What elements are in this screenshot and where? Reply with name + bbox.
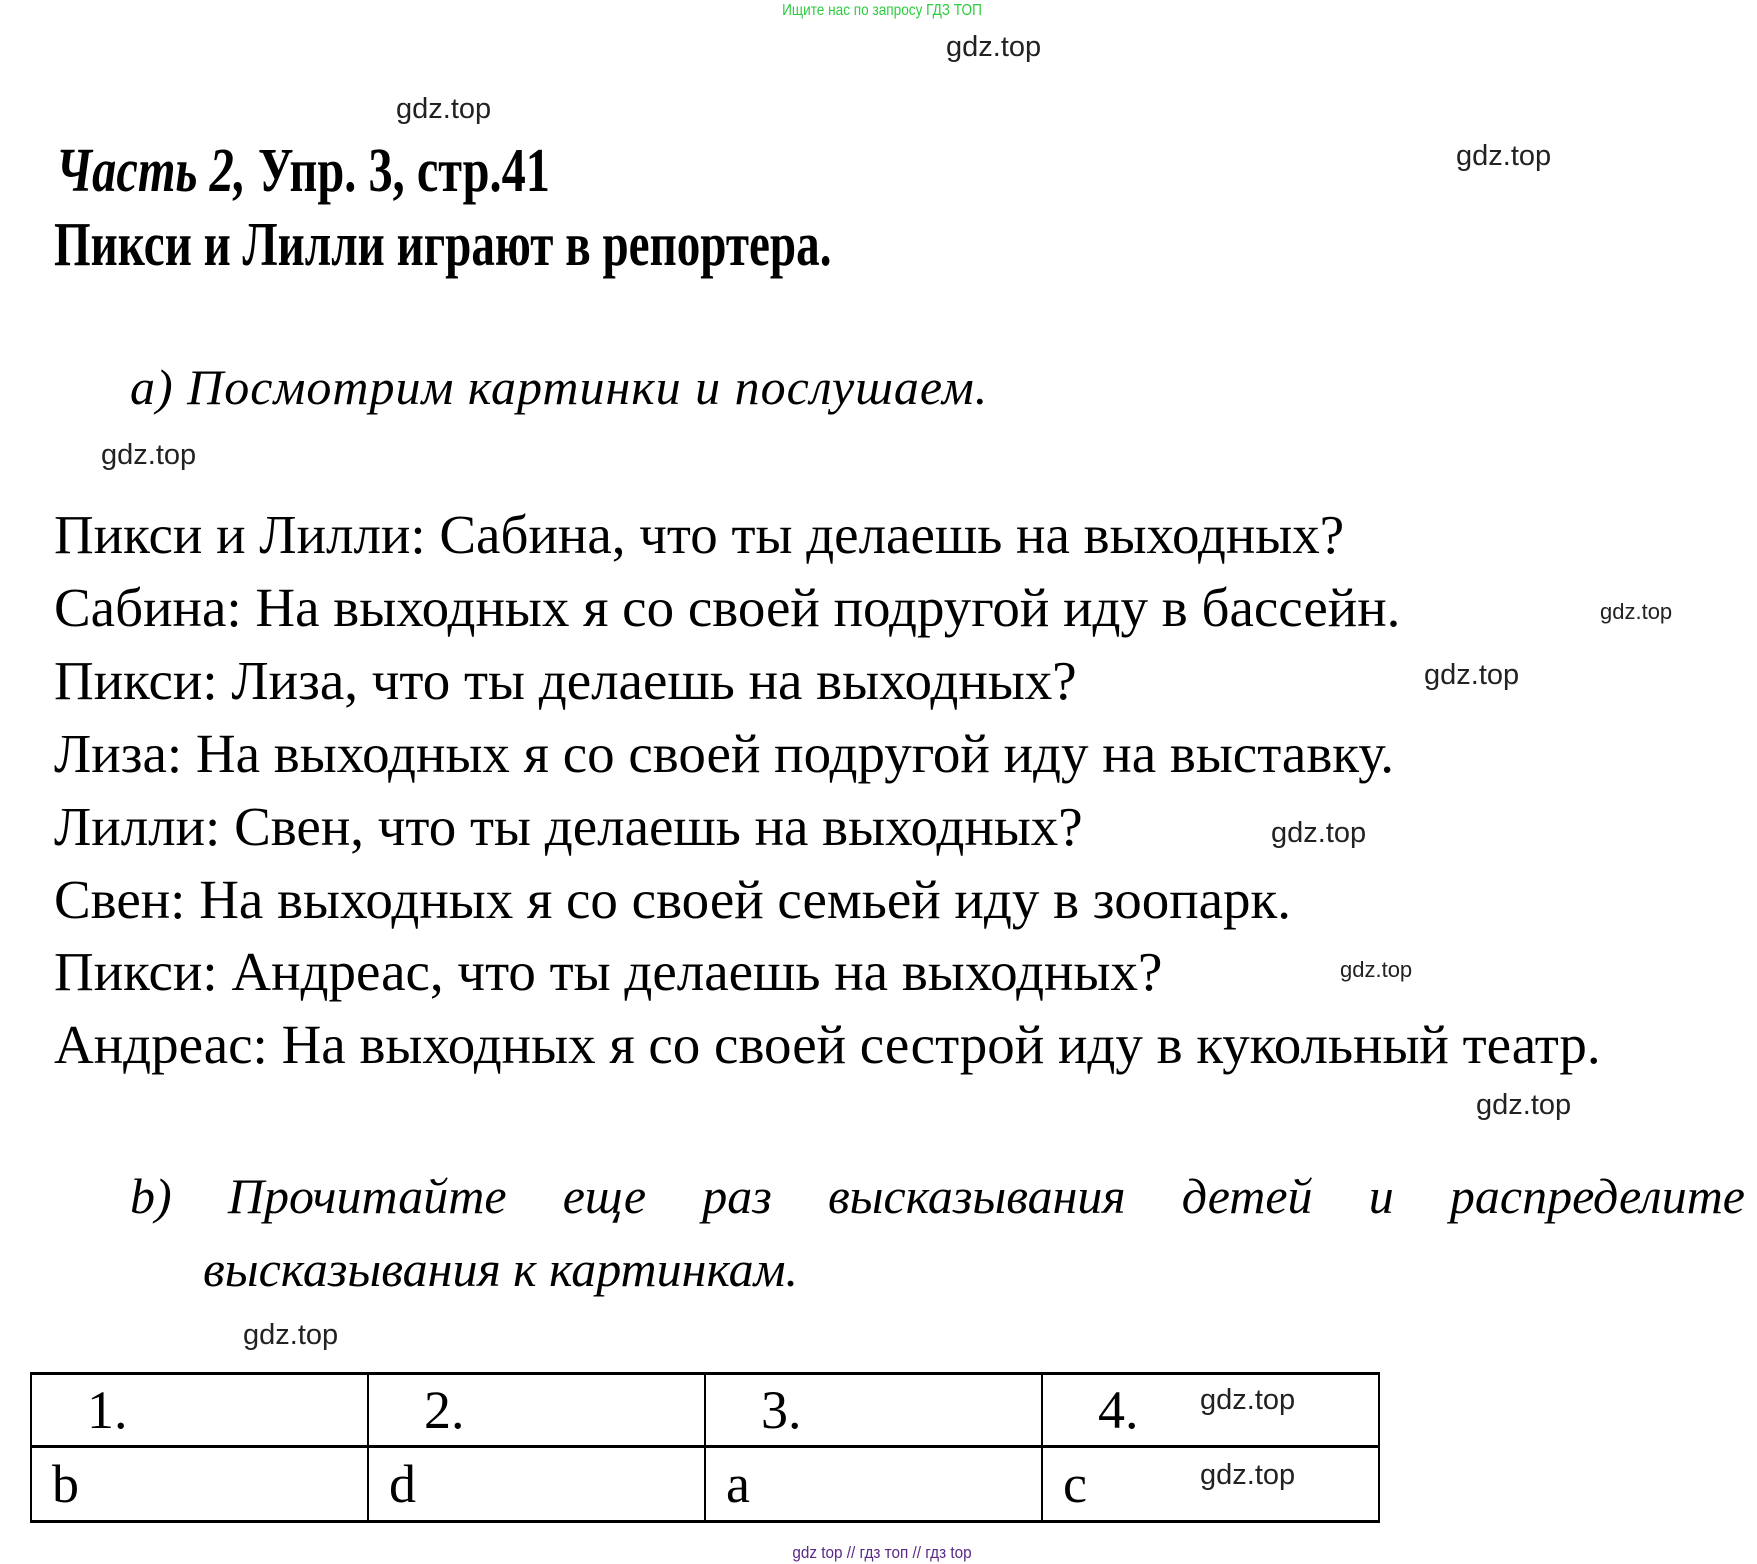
dialogue-line: Пикси: Лиза, что ты делаешь на выходных? (54, 650, 1077, 711)
task-a-instruction: a) Посмотрим картинки и послушаем. (130, 359, 989, 415)
task-b-line-2: высказывания к картинкам. (203, 1241, 799, 1297)
watermark: gdz.top (1200, 1384, 1296, 1416)
watermark: gdz.top (1476, 1089, 1572, 1121)
dialogue-line: Пикси и Лилли: Сабина, что ты делаешь на выходных? (54, 504, 1345, 565)
table-cell: a (705, 1447, 1042, 1522)
watermark: gdz.top (1271, 817, 1367, 849)
watermark: gdz.top (1340, 957, 1413, 982)
table-cell: d (368, 1447, 705, 1522)
dialogue-line: Лиза: На выходных я со своей подругой иду на выставку. (54, 723, 1394, 784)
dialogue-line: Пикси: Андреас, что ты делаешь на выходных? (54, 941, 1163, 1002)
watermark: gdz.top (101, 439, 197, 471)
watermark: gdz.top (1424, 659, 1520, 691)
table-header-cell: 4. (1042, 1374, 1379, 1447)
promo-banner: Ищите нас по запросу ГДЗ ТОП (782, 2, 982, 19)
answer-table (30, 1372, 1380, 1523)
footer-links: gdz top // гдз топ // гдз top (792, 1543, 972, 1562)
table-header-cell: 1. (31, 1374, 368, 1447)
watermark: gdz.top (1456, 140, 1552, 172)
table-header-row (31, 1374, 1379, 1447)
dialogue-line: Лилли: Свен, что ты делаешь на выходных? (54, 796, 1083, 857)
table-header-cell: 3. (705, 1374, 1042, 1447)
dialogue-line: Свен: На выходных я со своей семьей иду в зоопарк. (54, 869, 1292, 930)
watermark: gdz.top (946, 31, 1042, 63)
watermark: gdz.top (1600, 599, 1673, 624)
title-part: Часть 2, (56, 137, 246, 205)
table-cell: b (31, 1447, 368, 1522)
page-subtitle: Пикси и Лилли играют в репортера. (54, 211, 832, 279)
task-b-instruction (130, 1160, 1745, 1306)
watermark: gdz.top (396, 93, 492, 125)
table-row (31, 1447, 1379, 1522)
dialogue-line: Сабина: На выходных я со своей подругой иду в бассейн. (54, 577, 1401, 638)
task-b-line-1: b) Прочитайте еще раз высказывания детей и распределите (130, 1168, 1745, 1224)
table-header-cell: 2. (368, 1374, 705, 1447)
page-title (56, 136, 550, 207)
watermark: gdz.top (1200, 1459, 1296, 1491)
table-cell: c (1042, 1447, 1379, 1522)
watermark: gdz.top (243, 1319, 339, 1351)
dialogue-line: Андреас: На выходных я со своей сестрой иду в кукольный театр. (54, 1014, 1601, 1075)
title-exercise: Упр. 3, стр.41 (245, 137, 550, 205)
